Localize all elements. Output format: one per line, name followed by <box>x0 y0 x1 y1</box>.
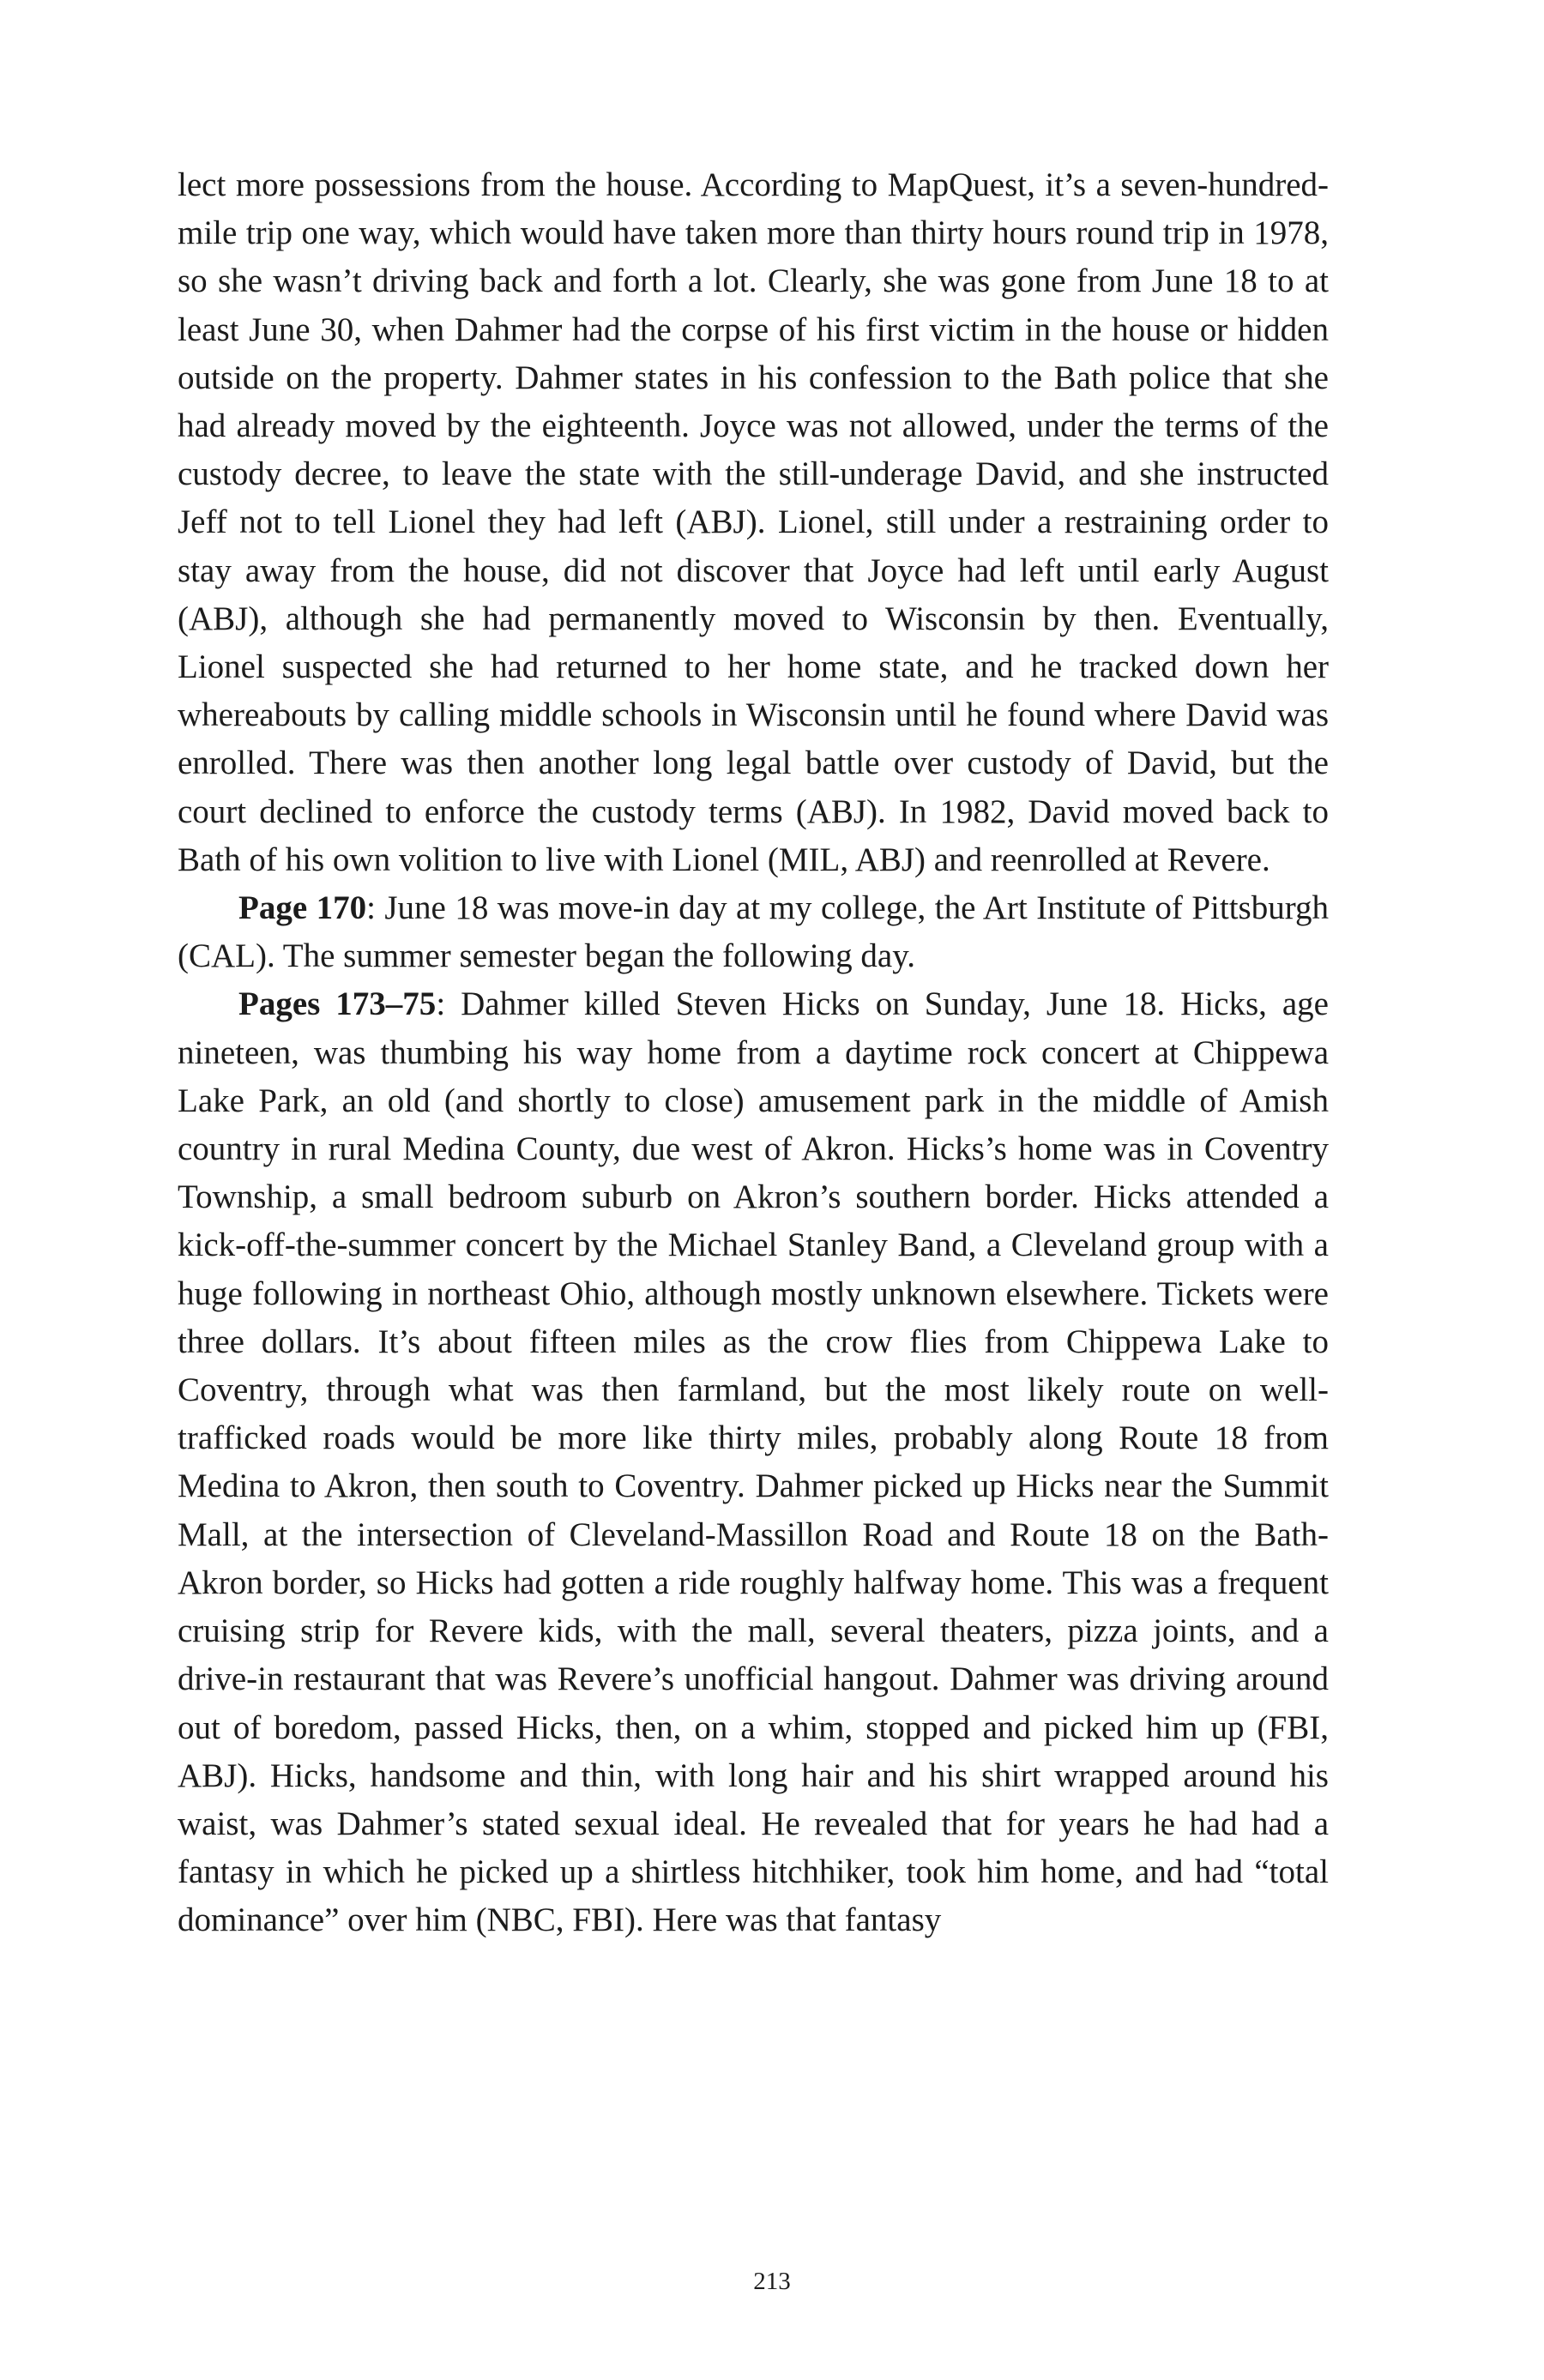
note-entry-page-170 <box>178 884 1329 980</box>
page-reference: Pages 173–75 <box>238 985 437 1023</box>
note-text: : June 18 was move-in day at my college, the Art Institute of Pittsburgh (CAL). The summer semester began the following day. <box>178 889 1329 975</box>
note-entry-pages-173-75 <box>178 980 1329 1944</box>
page-number: 213 <box>753 2268 791 2295</box>
page-reference: Page 170 <box>238 889 367 927</box>
notes-text-block <box>178 161 1329 1945</box>
continued-paragraph: lect more possessions from the house. According to MapQuest, it’s a seven-hundred-mile trip one way, which would have taken more than thirty hours round trip in 1978, so she wasn’t driving back and forth a lot. Clearly, she was gone from June 18 to at least June 30, when Dahmer had the corpse of his first victim in the house or hidden outside on the property. Dahmer states in his confession to the Bath police that she had already moved by the eighteenth. Joyce was not allowed, under the terms of the custody decree, to leave the state with the still-underage David, and she instructed Jeff not to tell Lionel they had left (ABJ). Lionel, still under a restraining order to stay away from the house, did not discover that Joyce had left until early August (ABJ), although she had permanently moved to Wisconsin by then. Eventually, Lionel suspected she had returned to her home state, and he tracked down her whereabouts by calling middle schools in Wisconsin until he found where David was enrolled. There was then another long legal battle over custody of David, but the court declined to enforce the custody terms (ABJ). In 1982, David moved back to Bath of his own volition to live with Lionel (MIL, ABJ) and reenrolled at Revere. <box>178 166 1329 878</box>
note-text: : Dahmer killed Steven Hicks on Sunday, June 18. Hicks, age nineteen, was thumbing his way home from a daytime rock concert at Chippewa Lake Park, an old (and shortly to close) amusement park in the middle of Amish country in rural Medina County, due west of Akron. Hicks’s home was in Coventry Township, a small bedroom suburb on Akron’s southern border. Hicks attended a kick-off-the-summer concert by the Michael Stanley Band, a Cleveland group with a huge following in northeast Ohio, although mostly unknown elsewhere. Tickets were three dollars. It’s about fifteen miles as the crow flies from Chippewa Lake to Coventry, through what was then farmland, but the most likely route on well-trafficked roads would be more like thirty miles, probably along Route 18 from Medina to Akron, then south to Coventry. Dahmer picked up Hicks near the Summit Mall, at the intersection of Cleveland-Massillon Road and Route 18 on the Bath-Akron border, so Hicks had gotten a ride roughly halfway home. This was a frequent cruising strip for Revere kids, with the mall, several theaters, pizza joints, and a drive-in restaurant that was Revere’s unofficial hangout. Dahmer was driving around out of boredom, passed Hicks, then, on a whim, stopped and picked him up (FBI, ABJ). Hicks, handsome and thin, with long hair and his shirt wrapped around his waist, was Dahmer’s stated sexual ideal. He revealed that for years he had had a fantasy in which he picked up a shirtless hitchhiker, took him home, and had “total dominance” over him (NBC, FBI). Here was that fantasy <box>178 985 1329 1939</box>
